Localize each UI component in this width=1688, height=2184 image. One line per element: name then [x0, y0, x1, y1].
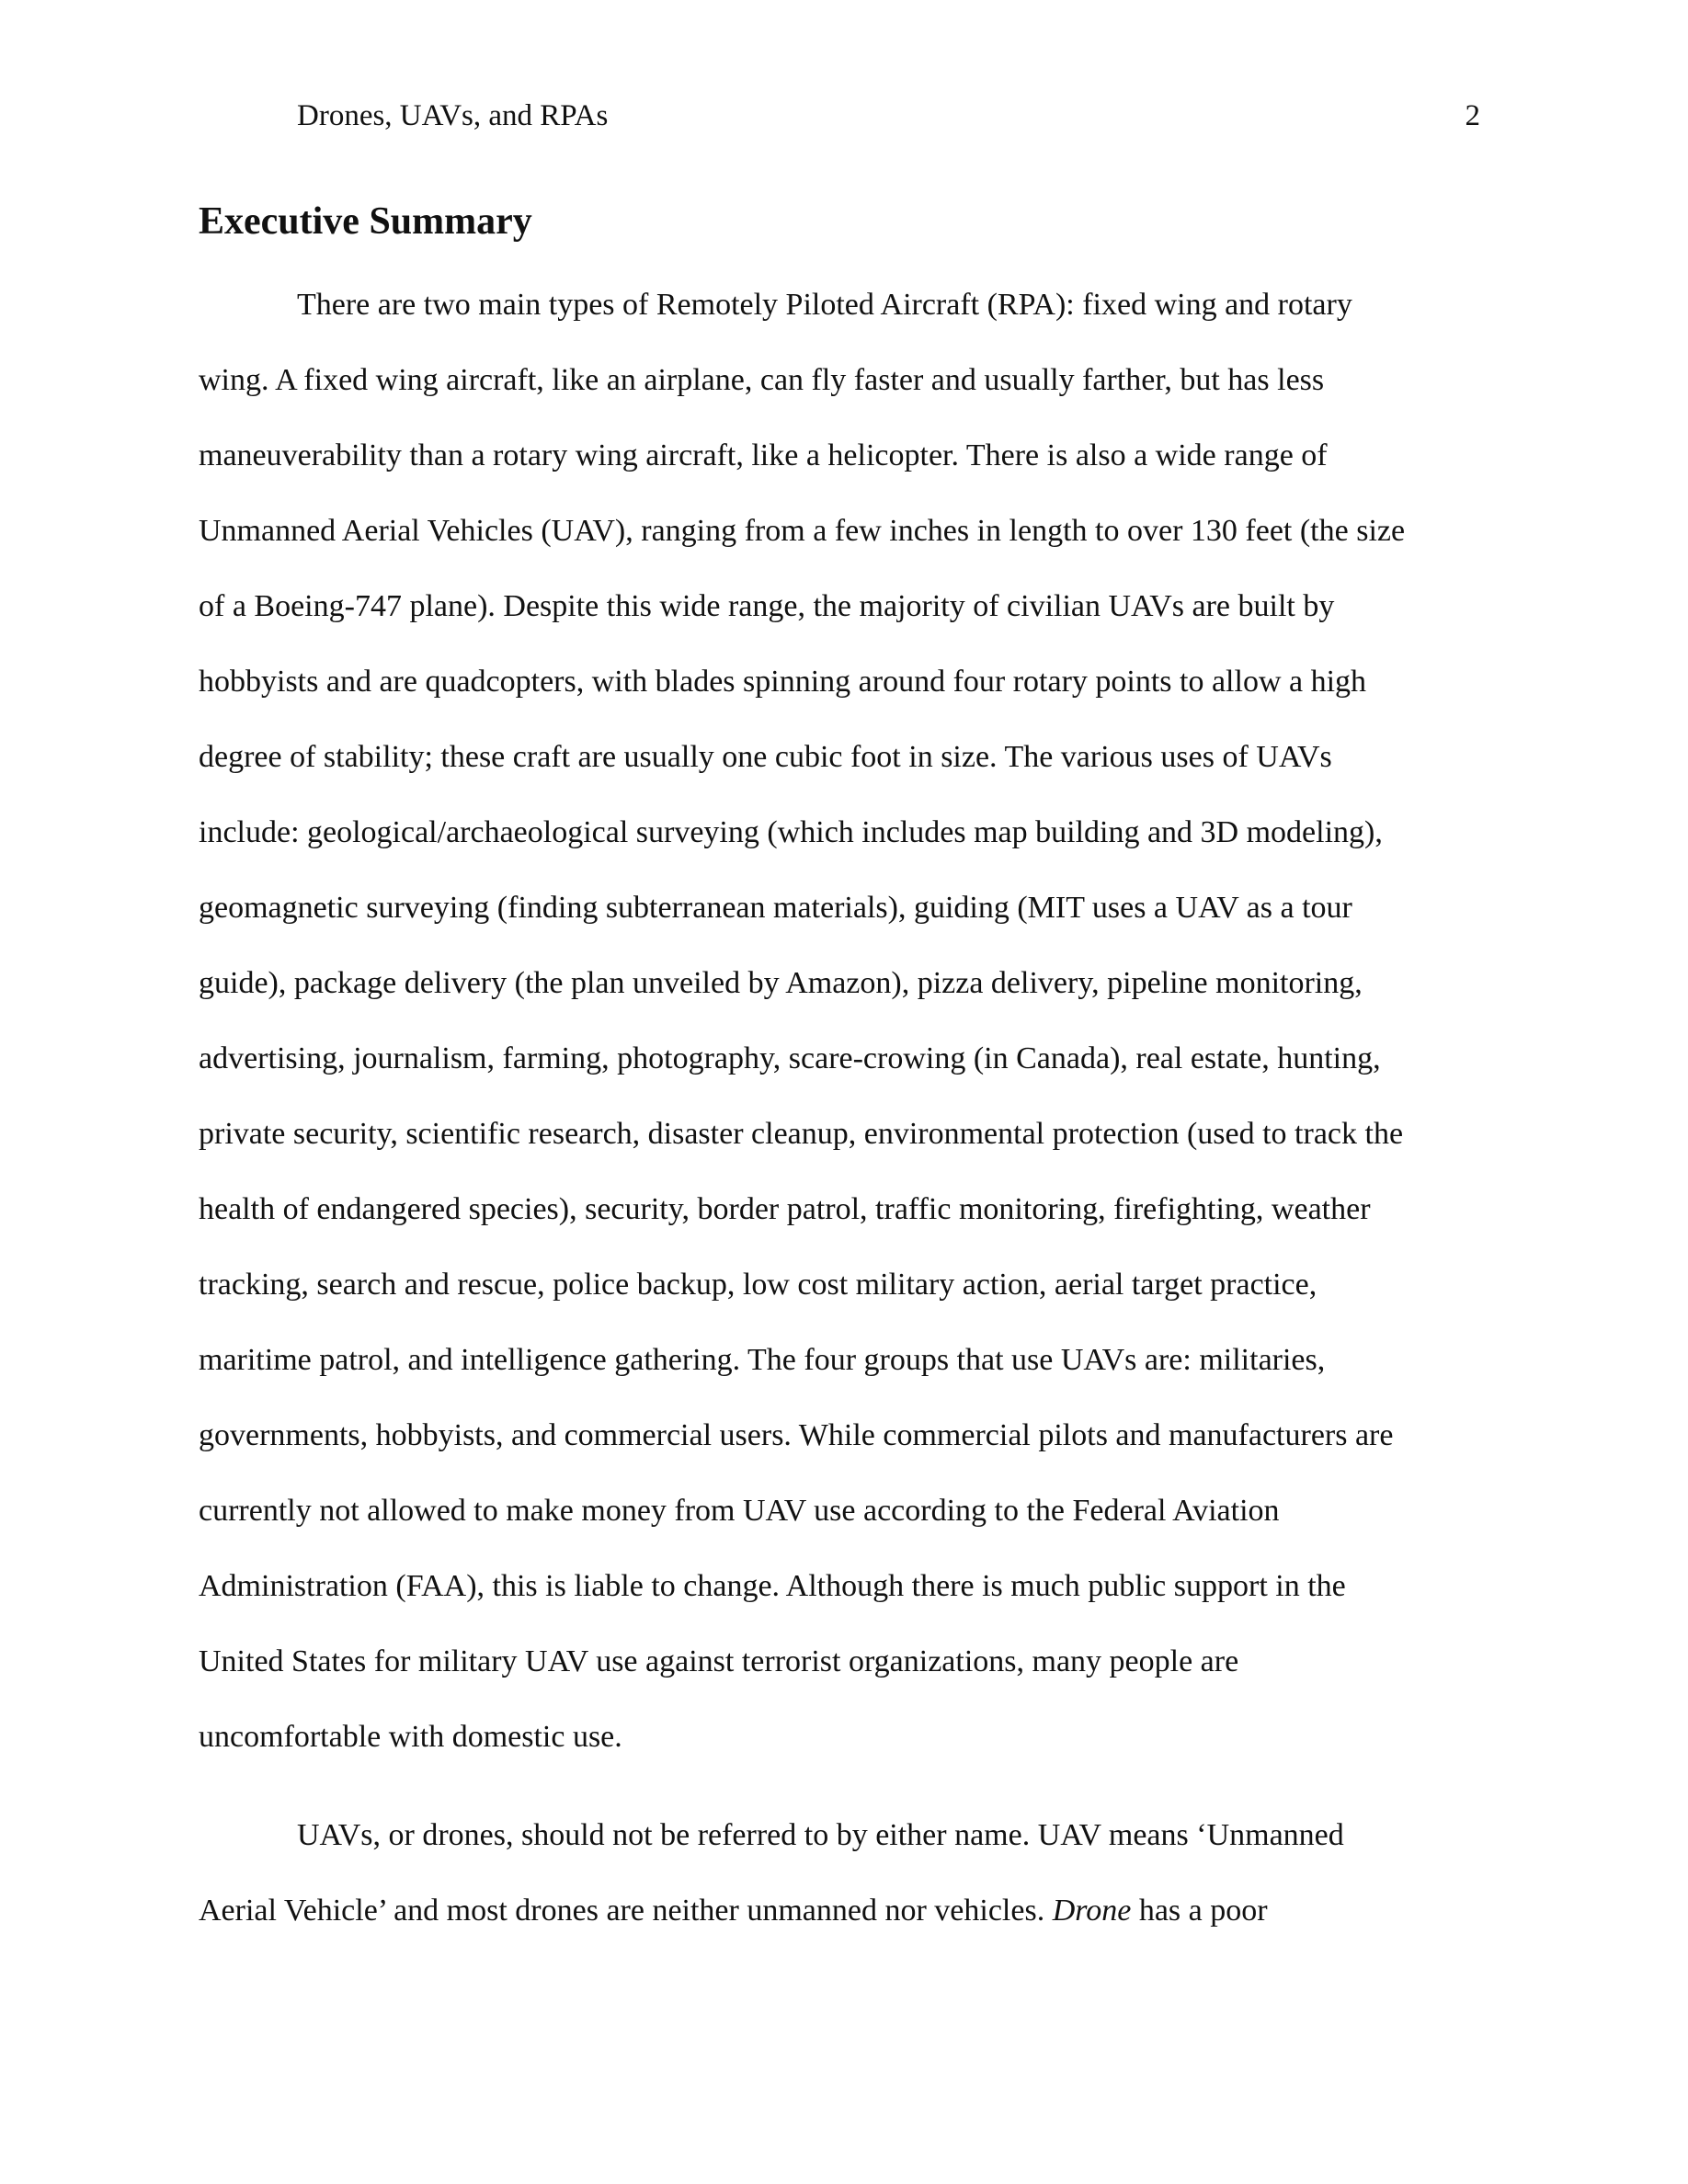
running-head: Drones, UAVs, and RPAs — [297, 99, 609, 132]
paragraph-line: advertising, journalism, farming, photography, scare-crowing (in Canada), real estate, hunting, — [199, 1041, 1381, 1075]
paragraph-line: guide), package delivery (the plan unveiled by Amazon), pizza delivery, pipeline monitoring, — [199, 966, 1363, 1000]
paragraph-line: United States for military UAV use against terrorist organizations, many people are — [199, 1644, 1239, 1678]
italic-term: Drone — [1052, 1894, 1132, 1928]
paragraph-line: private security, scientific research, disaster cleanup, environmental protection (used to track the — [199, 1117, 1404, 1151]
paragraph-line: tracking, search and rescue, police backup, low cost military action, aerial target practice, — [199, 1268, 1317, 1302]
paragraph-line: maneuverability than a rotary wing aircraft, like a helicopter. There is also a wide range of — [199, 438, 1328, 472]
paragraph-line: uncomfortable with domestic use. — [199, 1720, 622, 1754]
paragraph-line: governments, hobbyists, and commercial users. While commercial pilots and manufacturers are — [199, 1418, 1394, 1452]
paragraph-line: wing. A fixed wing aircraft, like an airplane, can fly faster and usually farther, but has less — [199, 363, 1325, 397]
text-run: has a poor — [1131, 1894, 1268, 1928]
paragraph-line: of a Boeing-747 plane). Despite this wide range, the majority of civilian UAVs are built by — [199, 589, 1335, 623]
paragraph-line: geomagnetic surveying (finding subterranean materials), guiding (MIT uses a UAV as a tour — [199, 891, 1352, 925]
paragraph-line: health of endangered species), security, border patrol, traffic monitoring, firefighting, weather — [199, 1192, 1371, 1226]
paragraph-line: maritime patrol, and intelligence gathering. The four groups that use UAVs are: militaries, — [199, 1343, 1326, 1377]
paragraph-line: Administration (FAA), this is liable to change. Although there is much public support in the — [199, 1569, 1346, 1603]
paragraph-line: degree of stability; these craft are usually one cubic foot in size. The various uses of UAVs — [199, 740, 1332, 774]
paragraph-line: There are two main types of Remotely Piloted Aircraft (RPA): fixed wing and rotary — [297, 288, 1352, 322]
section-heading: Executive Summary — [199, 200, 532, 243]
paragraph-line: include: geological/archaeological surveying (which includes map building and 3D modeling), — [199, 815, 1383, 849]
paragraph-line: UAVs, or drones, should not be referred to by either name. UAV means ‘Unmanned — [297, 1818, 1344, 1852]
paragraph-line: hobbyists and are quadcopters, with blades spinning around four rotary points to allow a high — [199, 665, 1367, 699]
paragraph-line: Unmanned Aerial Vehicles (UAV), ranging from a few inches in length to over 130 feet (the size — [199, 514, 1406, 548]
paragraph-line: currently not allowed to make money from UAV use according to the Federal Aviation — [199, 1494, 1280, 1528]
text-run: Aerial Vehicle’ and most drones are neither unmanned nor vehicles. — [199, 1894, 1053, 1928]
paragraph-line — [199, 1892, 1268, 1930]
page-number: 2 — [1465, 99, 1480, 132]
